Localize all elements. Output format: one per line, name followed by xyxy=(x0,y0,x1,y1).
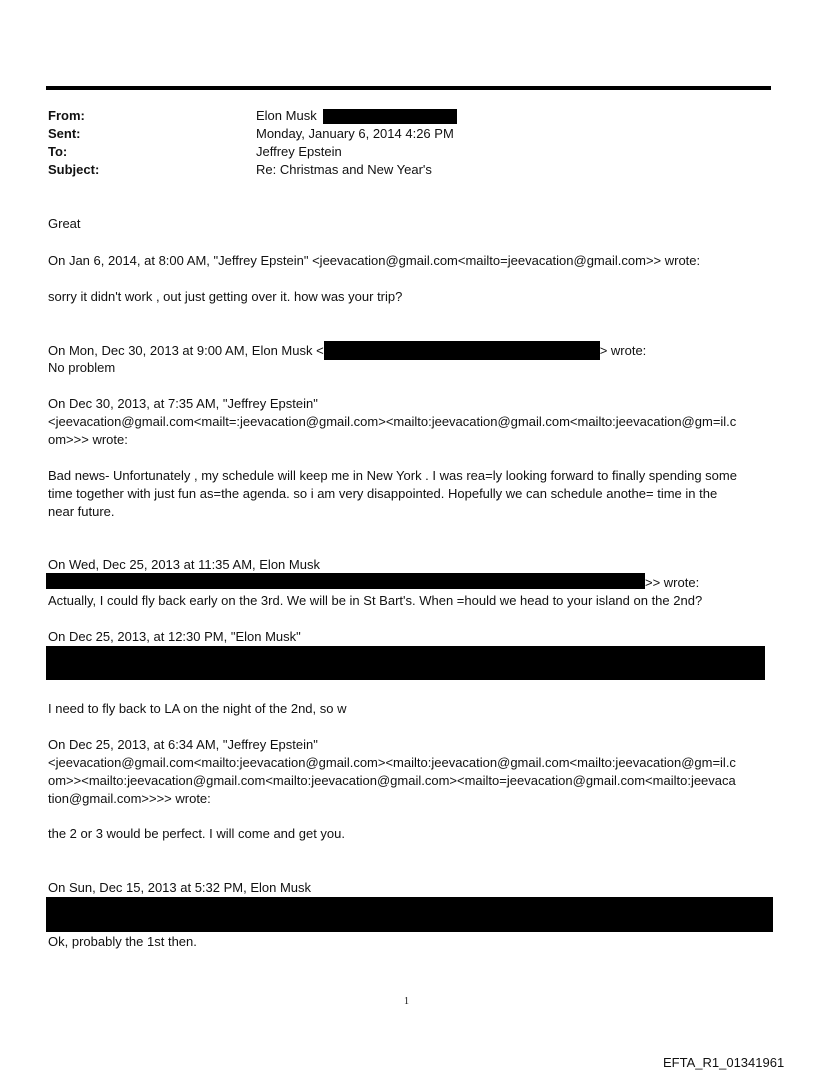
redaction-box xyxy=(324,341,600,360)
to-value: Jeffrey Epstein xyxy=(256,144,342,159)
body-line: Bad news- Unfortunately , my schedule will keep me in New York . I was rea=ly looking forward to finally spending some xyxy=(48,468,737,483)
quote-header xyxy=(48,342,646,360)
body-line: Actually, I could fly back early on the 3rd. We will be in St Bart's. When =hould we head to your island on the 2nd? xyxy=(48,593,703,608)
quote-header-text: On Mon, Dec 30, 2013 at 9:00 AM, Elon Musk < xyxy=(48,343,324,358)
quote-header: <jeevacation@gmail.com<mailt=:jeevacation@gmail.com><mailto:jeevacation@gmail.com<mailto:jeevacation@gm=il.c xyxy=(48,414,737,429)
redaction-box xyxy=(46,573,645,589)
redaction-box xyxy=(46,897,773,932)
sent-label: Sent: xyxy=(48,126,81,141)
header-rule xyxy=(46,86,771,90)
page-number: 1 xyxy=(404,996,409,1007)
quote-header-tail: > wrote: xyxy=(599,343,647,358)
quote-header: tion@gmail.com>>>> wrote: xyxy=(48,791,211,806)
quote-header: <jeevacation@gmail.com<mailto:jeevacation@gmail.com><mailto:jeevacation@gmail.com<mailto:jeevacation@gm=il.c xyxy=(48,755,736,770)
body-line: the 2 or 3 would be perfect. I will come and get you. xyxy=(48,826,346,841)
from-value xyxy=(256,107,457,125)
quote-header: On Dec 25, 2013, at 12:30 PM, "Elon Musk" xyxy=(48,629,301,644)
body-line: Ok, probably the 1st then. xyxy=(48,934,197,949)
quote-header: On Dec 30, 2013, at 7:35 AM, "Jeffrey Epstein" xyxy=(48,396,318,411)
redaction-box xyxy=(46,646,765,680)
quote-header: On Jan 6, 2014, at 8:00 AM, "Jeffrey Epstein" <jeevacation@gmail.com<mailto=jeevacation@gmail.com>> wrote: xyxy=(48,253,701,268)
body-line: I need to fly back to LA on the night of the 2nd, so w xyxy=(48,701,347,716)
subject-label: Subject: xyxy=(48,162,100,177)
body-line: near future. xyxy=(48,504,115,519)
body-line: No problem xyxy=(48,360,116,375)
quote-header: >> wrote: xyxy=(645,575,700,590)
quote-header: On Dec 25, 2013, at 6:34 AM, "Jeffrey Epstein" xyxy=(48,737,318,752)
sent-value: Monday, January 6, 2014 4:26 PM xyxy=(256,126,454,141)
body-line: Great xyxy=(48,216,81,231)
redaction-box xyxy=(323,109,457,124)
quote-header: om>>> wrote: xyxy=(48,432,128,447)
body-line: sorry it didn't work , out just getting over it. how was your trip? xyxy=(48,289,403,304)
body-line: time together with just fun as=the agenda. so i am very disappointed. Hopefully we can schedule anothe= time in the xyxy=(48,486,718,501)
quote-header: On Wed, Dec 25, 2013 at 11:35 AM, Elon Musk xyxy=(48,557,320,572)
quote-header: On Sun, Dec 15, 2013 at 5:32 PM, Elon Musk xyxy=(48,880,312,895)
document-id: EFTA_R1_01341961 xyxy=(663,1055,785,1070)
from-label: From: xyxy=(48,108,85,123)
from-name: Elon Musk xyxy=(256,108,317,123)
to-label: To: xyxy=(48,144,68,159)
quote-header: om>><mailto:jeevacation@gmail.com<mailto:jeevacation@gmail.com><mailto=jeevacation@gmail.com<mailto:jeevaca xyxy=(48,773,736,788)
subject-value: Re: Christmas and New Year's xyxy=(256,162,432,177)
